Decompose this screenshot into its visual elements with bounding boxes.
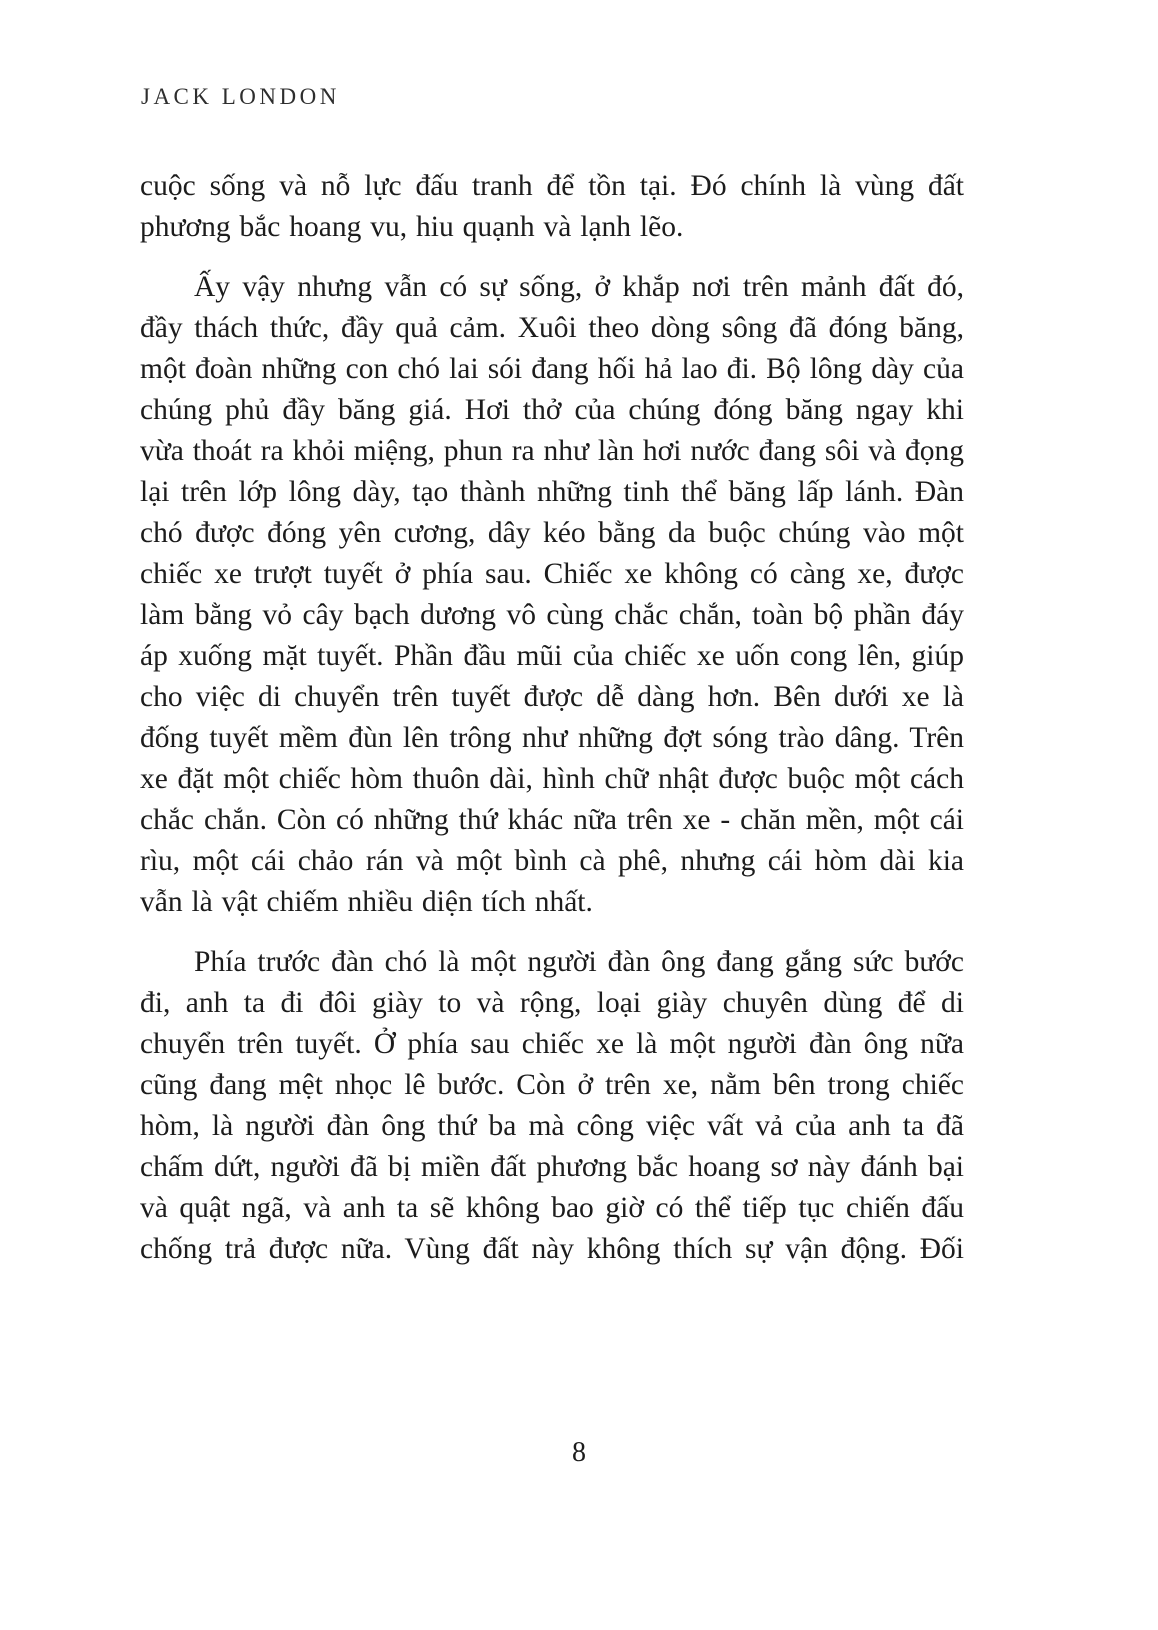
running-header-author: JACK LONDON [141,84,340,109]
body-text-block [140,166,964,1289]
body-paragraph: cuộc sống và nỗ lực đấu tranh để tồn tại. Đó chính là vùng đất phương bắc hoang vu, hiu quạnh và lạnh lẽo. [140,170,964,243]
body-paragraph: Ấy vậy nhưng vẫn có sự sống, ở khắp nơi trên mảnh đất đó, đầy thách thức, đầy quả cảm. Xuôi theo dòng sông đã đóng băng, một đoàn những con chó lai sói đang hối hả lao đi. Bộ lông dày của chúng phủ đầy băng giá. Hơi thở của chúng đóng băng ngay khi vừa thoát ra khỏi miệng, phun ra như làn hơi nước đang sôi và đọng lại trên lớp lông dày, tạo thành những tinh thể băng lấp lánh. Đàn chó được đóng yên cương, dây kéo bằng da buộc chúng vào một chiếc xe trượt tuyết ở phía sau. Chiếc xe không có càng xe, được làm bằng vỏ cây bạch dương vô cùng chắc chắn, toàn bộ phần đáy áp xuống mặt tuyết. Phần đầu mũi của chiếc xe uốn cong lên, giúp cho việc di chuyển trên tuyết được dễ dàng hơn. Bên dưới xe là đống tuyết mềm đùn lên trông như những đợt sóng trào dâng. Trên xe đặt một chiếc hòm thuôn dài, hình chữ nhật được buộc một cách chắc chắn. Còn có những thứ khác nữa trên xe - chăn mền, một cái rìu, một cái chảo rán và một bình cà phê, nhưng cái hòm dài kia vẫn là vật chiếm nhiều diện tích nhất. [140,271,964,918]
body-paragraph: Phía trước đàn chó là một người đàn ông đang gắng sức bước đi, anh ta đi đôi giày to và rộng, loại giày chuyên dùng để di chuyển trên tuyết. Ở phía sau chiếc xe là một người đàn ông nữa cũng đang mệt nhọc lê bước. Còn ở trên xe, nằm bên trong chiếc hòm, là người đàn ông thứ ba mà công việc vất vả của anh ta đã chấm dứt, người đã bị miền đất phương bắc hoang sơ này đánh bại và quật ngã, và anh ta sẽ không bao giờ có thể tiếp tục chiến đấu chống trả được nữa. Vùng đất này không thích sự vận động. Đối [140,946,964,1265]
page-number: 8 [572,1437,586,1468]
